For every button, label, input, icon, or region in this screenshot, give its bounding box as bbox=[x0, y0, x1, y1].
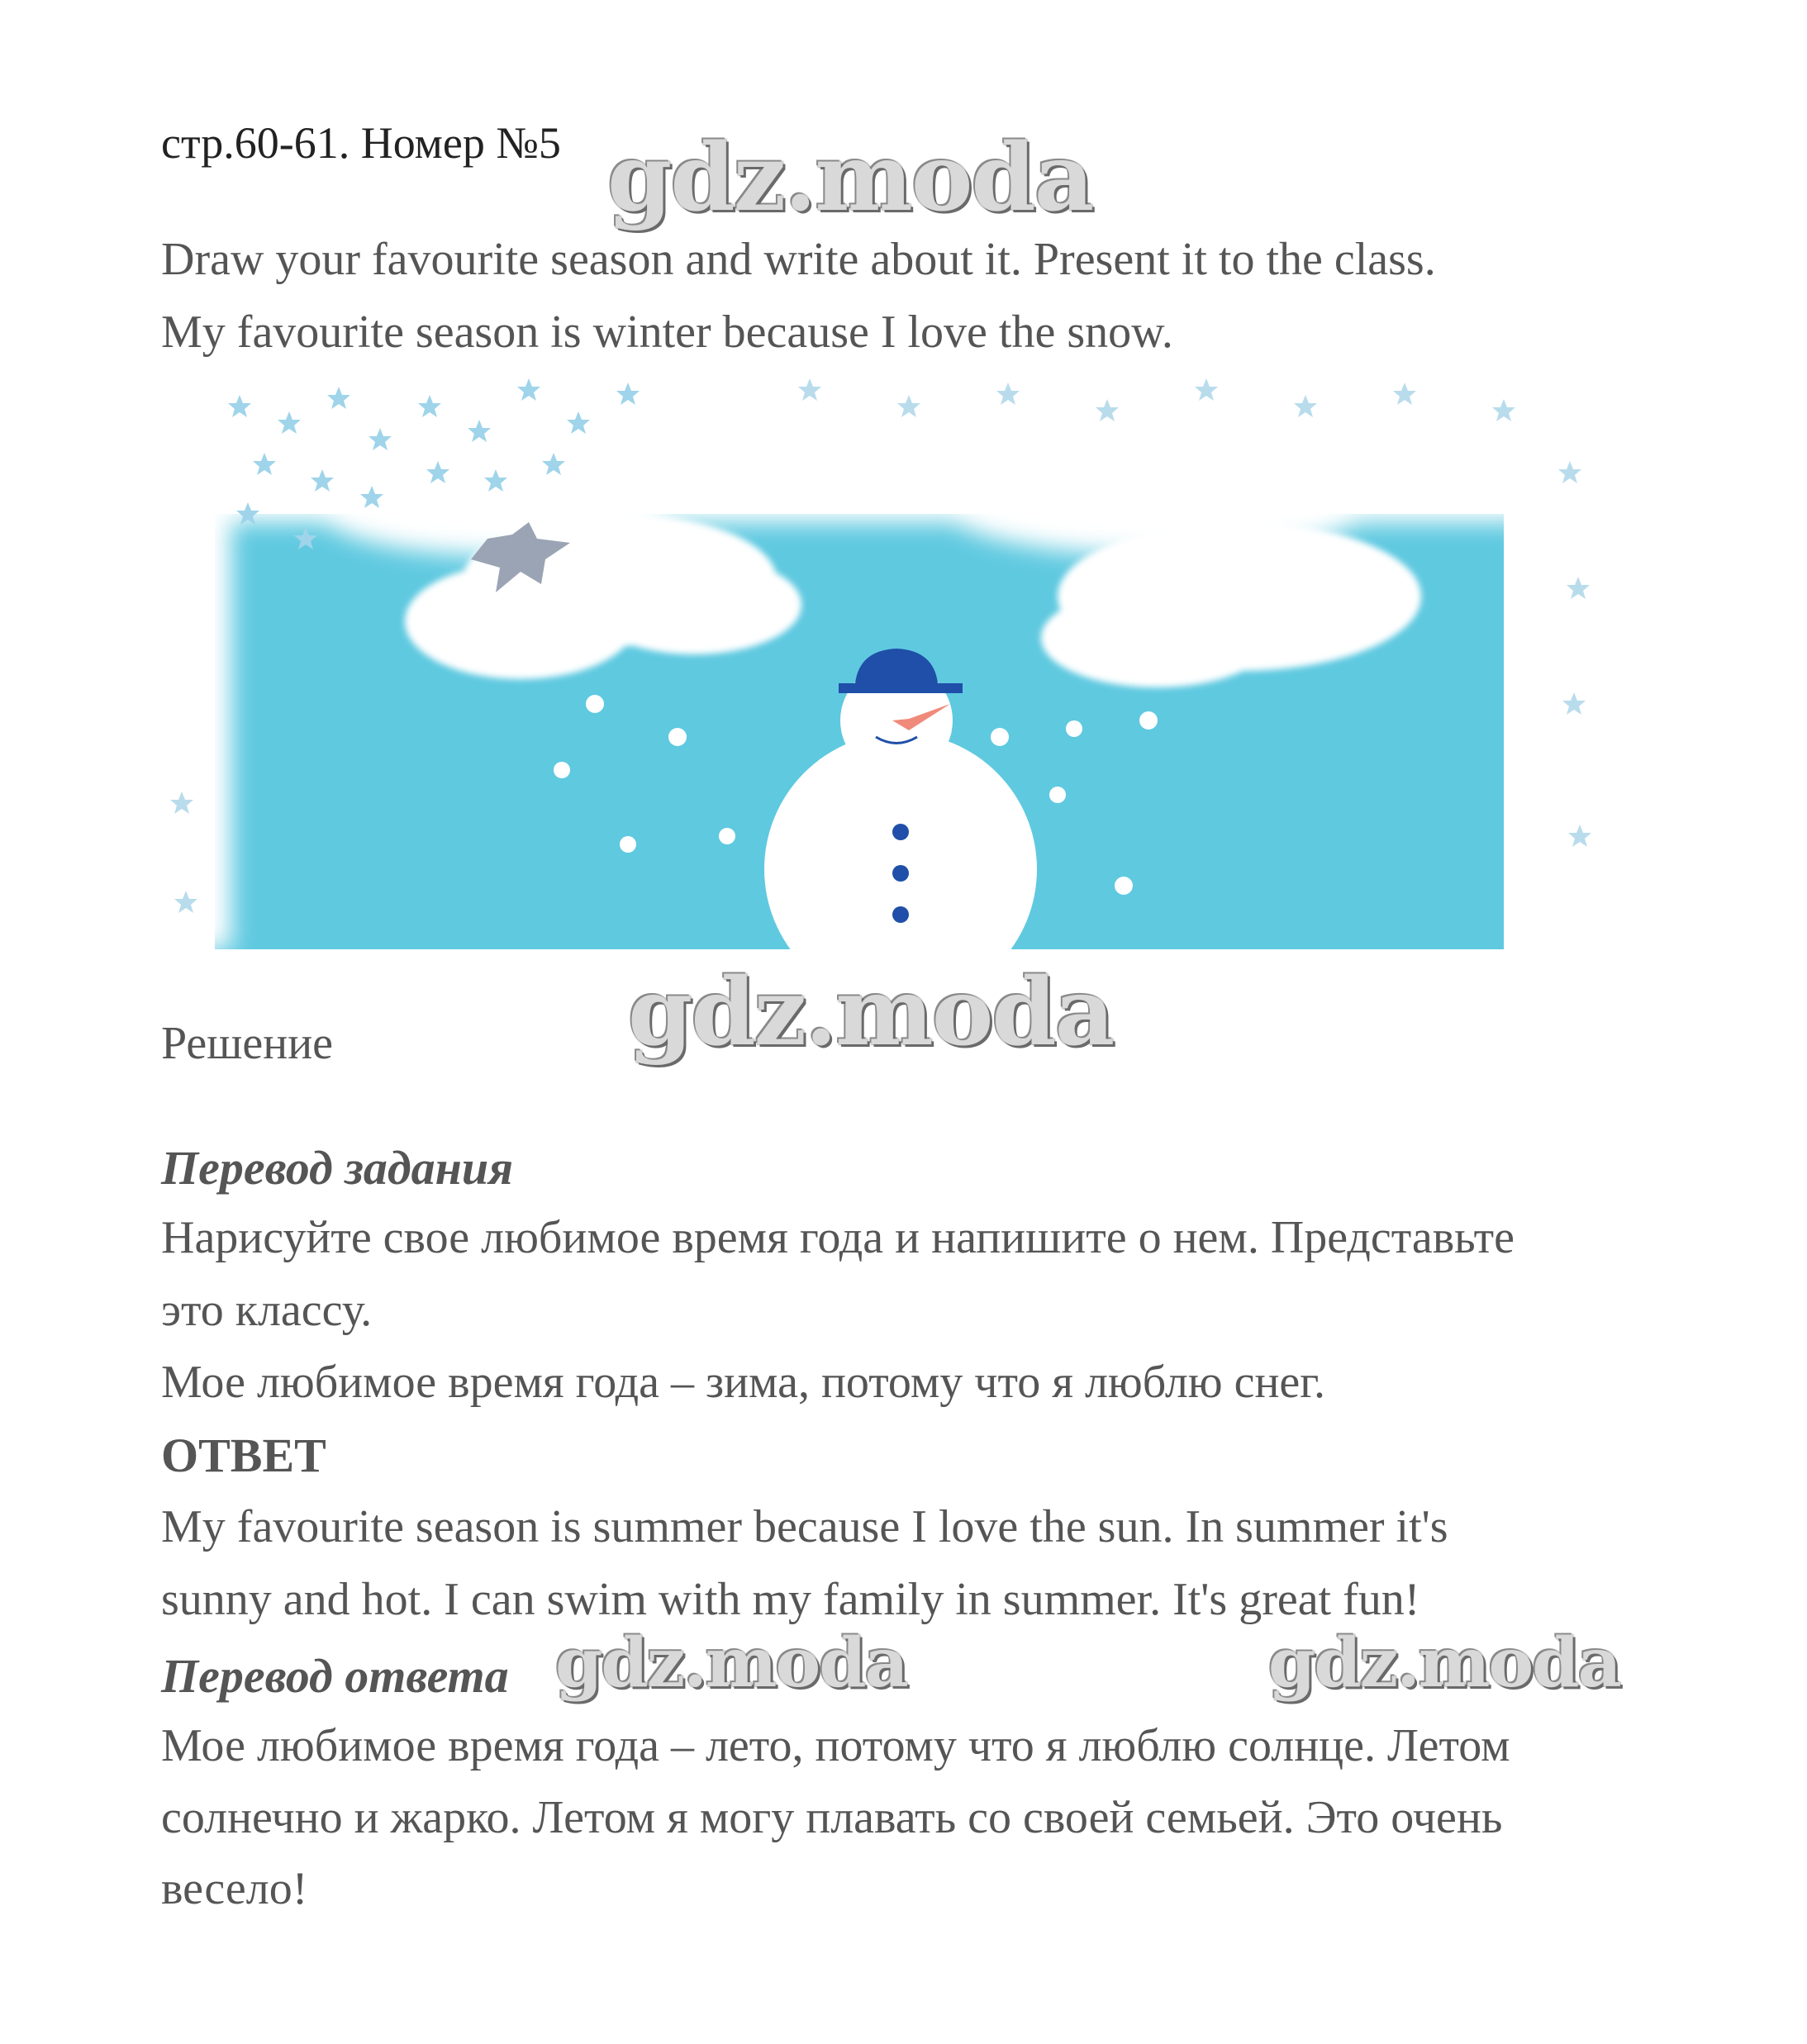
answer-line: My favourite season is summer because I love the sun. In summer it's bbox=[161, 1501, 1448, 1552]
answer-translation-line: Мое любимое время года – лето, потому что я люблю солнце. Летом bbox=[161, 1720, 1510, 1771]
answer-translation-line: весело! bbox=[161, 1863, 308, 1914]
task-translation-line: это классу. bbox=[161, 1285, 373, 1336]
task-example: My favourite season is winter because I love the snow. bbox=[161, 307, 1173, 358]
task-translation-line: Нарисуйте свое любимое время года и напишите о нем. Представьте bbox=[161, 1212, 1515, 1263]
watermark: gdz.moda bbox=[607, 124, 1093, 232]
watermark: gdz.moda bbox=[1268, 1623, 1620, 1703]
answer-translation-heading: Перевод ответа bbox=[161, 1649, 509, 1703]
watermark: gdz.moda bbox=[555, 1623, 907, 1703]
answer-heading: ОТВЕТ bbox=[161, 1428, 326, 1482]
solution-label: Решение bbox=[161, 1018, 334, 1069]
task-instruction: Draw your favourite season and write about it. Present it to the class. bbox=[161, 234, 1436, 285]
winter-snowman-drawing bbox=[165, 373, 1607, 949]
hat-icon bbox=[839, 683, 963, 693]
task-translation-heading: Перевод задания bbox=[161, 1141, 513, 1195]
page-title: стр.60-61. Номер №5 bbox=[161, 118, 561, 168]
watermark: gdz.moda bbox=[628, 958, 1114, 1067]
answer-line: sunny and hot. I can swim with my family in summer. It's great fun! bbox=[161, 1574, 1420, 1625]
task-translation-line: Мое любимое время года – зима, потому что я люблю снег. bbox=[161, 1357, 1325, 1408]
answer-translation-line: солнечно и жарко. Летом я могу плавать со своей семьей. Это очень bbox=[161, 1792, 1503, 1843]
